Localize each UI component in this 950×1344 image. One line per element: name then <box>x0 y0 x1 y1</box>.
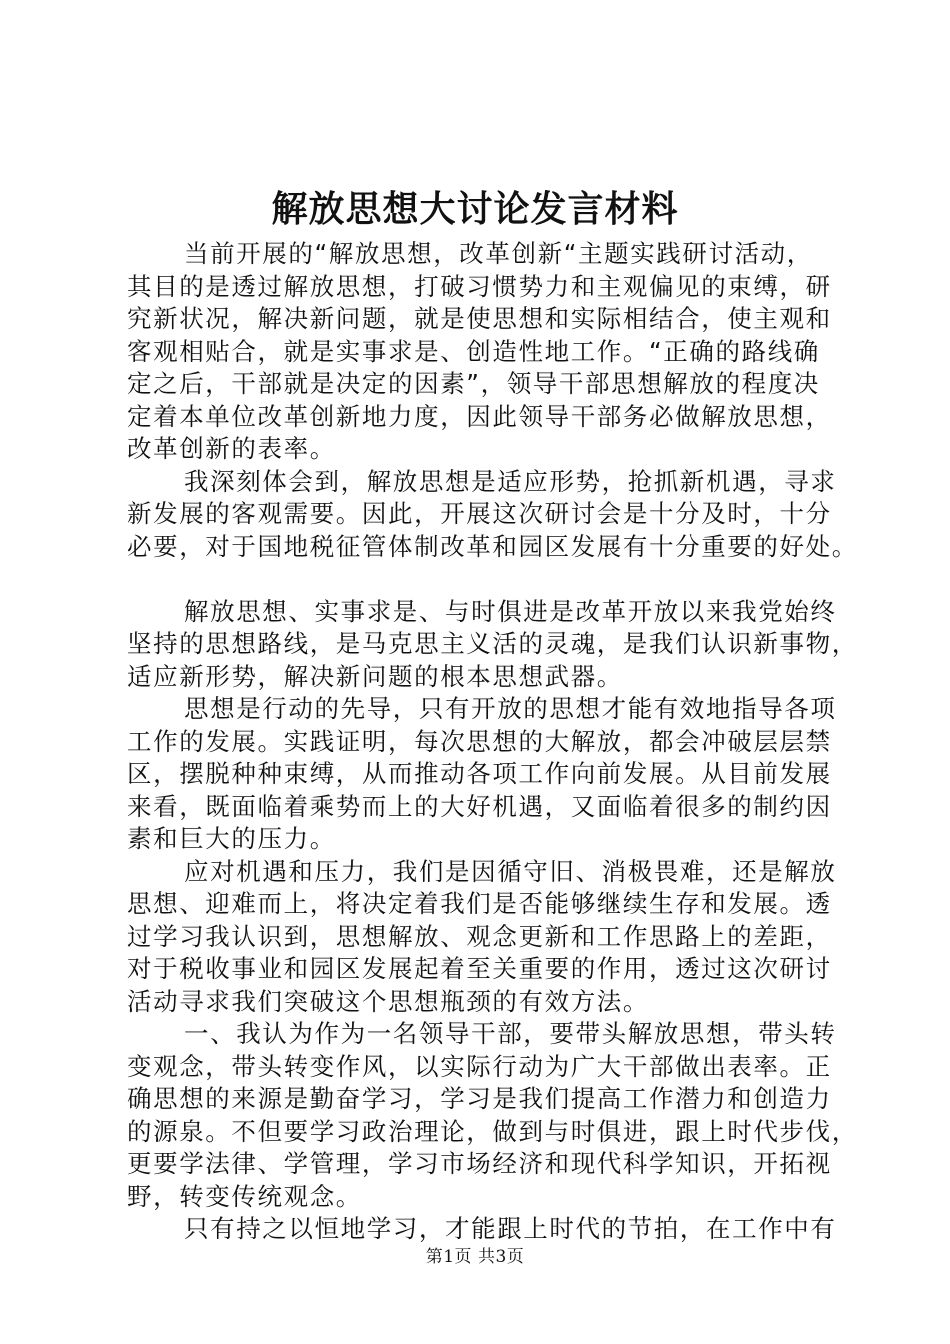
paragraph-line: 一、我认为作为一名领导干部，要带头解放思想，带头转 <box>184 1019 837 1048</box>
body-paragraph <box>127 693 837 856</box>
body-paragraph <box>127 596 858 694</box>
paragraph-line: 过学习我认识到，思想解放、观念更新和工作思路上的差距， <box>127 921 832 951</box>
paragraph-line: 适应新形势，解决新问题的根本思想武器。 <box>127 661 623 691</box>
paragraph-line: 的源泉。不但要学习政治理论，做到与时俱进，跟上时代步伐， <box>127 1116 858 1146</box>
paragraph-line: 更要学法律、学管理，学习市场经济和现代科学知识，开拓视 <box>127 1149 832 1178</box>
paragraph-line: 新发展的客观需要。因此，开展这次研讨会是十分及时，十分 <box>127 499 832 528</box>
body-paragraph <box>127 466 858 564</box>
paragraph-line: 素和巨大的压力。 <box>127 824 336 853</box>
paragraph-line: 野，转变传统观念。 <box>127 1181 362 1211</box>
paragraph-line: 改革创新的表率。 <box>127 434 336 463</box>
paragraph-line: 来看，既面临着乘势而上的大好机遇，又面临着很多的制约因 <box>127 791 832 821</box>
paragraph-line: 对于税收事业和园区发展起着至关重要的作用，透过这次研讨 <box>127 954 832 983</box>
paragraph-line: 工作的发展。实践证明，每次思想的大解放，都会冲破层层禁 <box>127 726 832 756</box>
body-paragraph <box>127 856 837 1019</box>
paragraph-line: 坚持的思想路线，是马克思主义活的灵魂，是我们认识新事物， <box>127 629 858 658</box>
paragraph-line: 区，摆脱种种束缚，从而推动各项工作向前发展。从目前发展 <box>127 759 832 788</box>
paragraph-line: 其目的是透过解放思想，打破习惯势力和主观偏见的束缚，研 <box>127 271 832 301</box>
document-body <box>127 238 858 1246</box>
paragraph-line: 应对机遇和压力，我们是因循守旧、消极畏难，还是解放 <box>184 856 837 886</box>
document-title: 解放思想大讨论发言材料 <box>271 188 679 230</box>
paragraph-line: 活动寻求我们突破这个思想瓶颈的有效方法。 <box>127 986 649 1016</box>
body-paragraph <box>127 238 831 466</box>
paragraph-line: 变观念，带头转变作风，以实际行动为广大干部做出表率。正 <box>127 1051 832 1081</box>
paragraph-line: 当前开展的“解放思想，改革创新“主题实践研讨活动， <box>184 239 813 268</box>
paragraph-line: 思想、迎难而上，将决定着我们是否能够继续生存和发展。透 <box>127 889 832 918</box>
paragraph-line: 思想是行动的先导，只有开放的思想才能有效地指导各项 <box>184 694 837 723</box>
paragraph-line: 客观相贴合，就是实事求是、创造性地工作。“正确的路线确 <box>127 336 820 366</box>
paragraph-spacer <box>127 563 831 596</box>
paragraph-line: 定着本单位改革创新地力度，因此领导干部务必做解放思想， <box>127 401 832 431</box>
paragraph-line: 必要，对于国地税征管体制改革和园区发展有十分重要的好处。 <box>127 531 858 561</box>
body-paragraph <box>127 1213 837 1246</box>
paragraph-line: 定之后，干部就是决定的因素”，领导干部思想解放的程度决 <box>127 369 820 398</box>
paragraph-line: 我深刻体会到，解放思想是适应形势，抢抓新机遇，寻求 <box>184 466 837 496</box>
page-footer: 第1页 共3页 <box>425 1247 525 1267</box>
paragraph-line: 只有持之以恒地学习，才能跟上时代的节拍，在工作中有 <box>184 1214 837 1243</box>
paragraph-line: 解放思想、实事求是、与时俱进是改革开放以来我党始终 <box>184 596 837 626</box>
body-paragraph <box>127 1018 858 1213</box>
paragraph-line: 确思想的来源是勤奋学习，学习是我们提高工作潜力和创造力 <box>127 1084 832 1113</box>
paragraph-line: 究新状况，解决新问题，就是使思想和实际相结合，使主观和 <box>127 304 832 333</box>
